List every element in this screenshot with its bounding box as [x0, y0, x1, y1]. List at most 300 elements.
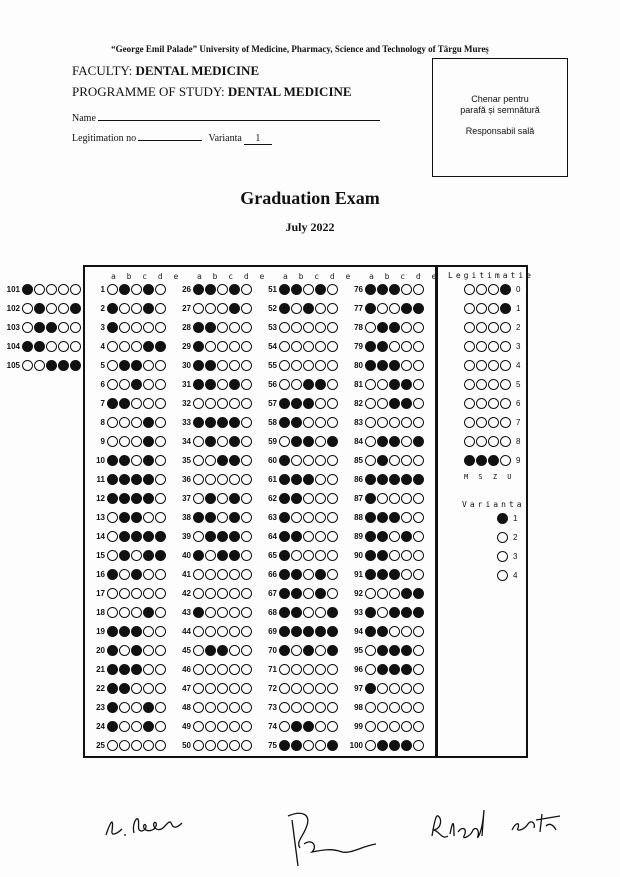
- answer-bubble[interactable]: [401, 322, 412, 333]
- legitimatie-bubble[interactable]: [488, 436, 499, 447]
- answer-bubble[interactable]: [143, 740, 154, 751]
- answer-bubble[interactable]: [143, 398, 154, 409]
- legitimatie-bubble[interactable]: [488, 303, 499, 314]
- answer-bubble[interactable]: [303, 474, 314, 485]
- answer-bubble[interactable]: [217, 303, 228, 314]
- answer-bubble[interactable]: [413, 569, 424, 580]
- legitimatie-bubble[interactable]: [500, 303, 511, 314]
- legitimatie-bubble[interactable]: [500, 379, 511, 390]
- answer-bubble[interactable]: [143, 322, 154, 333]
- answer-bubble[interactable]: [315, 512, 326, 523]
- answer-bubble[interactable]: [327, 626, 338, 637]
- answer-bubble[interactable]: [327, 645, 338, 656]
- legitimatie-bubble[interactable]: [488, 455, 499, 466]
- answer-bubble[interactable]: [389, 322, 400, 333]
- answer-bubble[interactable]: [217, 607, 228, 618]
- answer-bubble[interactable]: [303, 455, 314, 466]
- answer-bubble[interactable]: [155, 322, 166, 333]
- answer-bubble[interactable]: [34, 303, 45, 314]
- legitimatie-bubble[interactable]: [476, 284, 487, 295]
- answer-bubble[interactable]: [389, 702, 400, 713]
- answer-bubble[interactable]: [413, 493, 424, 504]
- answer-bubble[interactable]: [119, 569, 130, 580]
- answer-bubble[interactable]: [107, 455, 118, 466]
- answer-bubble[interactable]: [205, 322, 216, 333]
- answer-bubble[interactable]: [413, 702, 424, 713]
- answer-bubble[interactable]: [229, 360, 240, 371]
- answer-bubble[interactable]: [377, 550, 388, 561]
- answer-bubble[interactable]: [279, 474, 290, 485]
- answer-bubble[interactable]: [279, 379, 290, 390]
- answer-bubble[interactable]: [291, 645, 302, 656]
- answer-bubble[interactable]: [291, 455, 302, 466]
- answer-bubble[interactable]: [143, 379, 154, 390]
- answer-bubble[interactable]: [241, 493, 252, 504]
- answer-bubble[interactable]: [70, 303, 81, 314]
- answer-bubble[interactable]: [327, 284, 338, 295]
- answer-bubble[interactable]: [365, 398, 376, 409]
- answer-bubble[interactable]: [217, 398, 228, 409]
- answer-bubble[interactable]: [193, 740, 204, 751]
- answer-bubble[interactable]: [155, 588, 166, 599]
- answer-bubble[interactable]: [413, 284, 424, 295]
- answer-bubble[interactable]: [291, 379, 302, 390]
- answer-bubble[interactable]: [279, 531, 290, 542]
- answer-bubble[interactable]: [377, 417, 388, 428]
- answer-bubble[interactable]: [107, 569, 118, 580]
- answer-bubble[interactable]: [315, 417, 326, 428]
- answer-bubble[interactable]: [291, 626, 302, 637]
- answer-bubble[interactable]: [193, 531, 204, 542]
- answer-bubble[interactable]: [327, 588, 338, 599]
- answer-bubble[interactable]: [327, 455, 338, 466]
- answer-bubble[interactable]: [155, 398, 166, 409]
- answer-bubble[interactable]: [229, 474, 240, 485]
- answer-bubble[interactable]: [377, 645, 388, 656]
- answer-bubble[interactable]: [155, 607, 166, 618]
- answer-bubble[interactable]: [229, 664, 240, 675]
- answer-bubble[interactable]: [143, 531, 154, 542]
- answer-bubble[interactable]: [241, 626, 252, 637]
- answer-bubble[interactable]: [303, 607, 314, 618]
- answer-bubble[interactable]: [217, 436, 228, 447]
- answer-bubble[interactable]: [22, 284, 33, 295]
- answer-bubble[interactable]: [107, 398, 118, 409]
- answer-bubble[interactable]: [131, 531, 142, 542]
- answer-bubble[interactable]: [193, 664, 204, 675]
- answer-bubble[interactable]: [279, 645, 290, 656]
- answer-bubble[interactable]: [241, 455, 252, 466]
- answer-bubble[interactable]: [241, 664, 252, 675]
- answer-bubble[interactable]: [119, 303, 130, 314]
- answer-bubble[interactable]: [229, 626, 240, 637]
- answer-bubble[interactable]: [377, 398, 388, 409]
- answer-bubble[interactable]: [229, 569, 240, 580]
- answer-bubble[interactable]: [131, 379, 142, 390]
- answer-bubble[interactable]: [365, 721, 376, 732]
- answer-bubble[interactable]: [131, 550, 142, 561]
- answer-bubble[interactable]: [315, 531, 326, 542]
- answer-bubble[interactable]: [401, 455, 412, 466]
- legitimatie-bubble[interactable]: [476, 322, 487, 333]
- answer-bubble[interactable]: [303, 531, 314, 542]
- answer-bubble[interactable]: [279, 550, 290, 561]
- answer-bubble[interactable]: [291, 417, 302, 428]
- answer-bubble[interactable]: [327, 360, 338, 371]
- answer-bubble[interactable]: [241, 740, 252, 751]
- answer-bubble[interactable]: [143, 702, 154, 713]
- answer-bubble[interactable]: [303, 284, 314, 295]
- answer-bubble[interactable]: [205, 341, 216, 352]
- answer-bubble[interactable]: [143, 550, 154, 561]
- answer-bubble[interactable]: [22, 322, 33, 333]
- answer-bubble[interactable]: [205, 550, 216, 561]
- answer-bubble[interactable]: [205, 398, 216, 409]
- answer-bubble[interactable]: [34, 322, 45, 333]
- answer-bubble[interactable]: [377, 436, 388, 447]
- legitimatie-bubble[interactable]: [488, 341, 499, 352]
- answer-bubble[interactable]: [303, 379, 314, 390]
- answer-bubble[interactable]: [155, 455, 166, 466]
- answer-bubble[interactable]: [119, 702, 130, 713]
- answer-bubble[interactable]: [327, 474, 338, 485]
- answer-bubble[interactable]: [119, 645, 130, 656]
- answer-bubble[interactable]: [315, 398, 326, 409]
- answer-bubble[interactable]: [365, 436, 376, 447]
- legitimatie-bubble[interactable]: [500, 398, 511, 409]
- answer-bubble[interactable]: [241, 512, 252, 523]
- answer-bubble[interactable]: [241, 379, 252, 390]
- answer-bubble[interactable]: [119, 626, 130, 637]
- answer-bubble[interactable]: [413, 398, 424, 409]
- answer-bubble[interactable]: [241, 645, 252, 656]
- answer-bubble[interactable]: [315, 360, 326, 371]
- answer-bubble[interactable]: [119, 607, 130, 618]
- answer-bubble[interactable]: [401, 683, 412, 694]
- answer-bubble[interactable]: [389, 379, 400, 390]
- answer-bubble[interactable]: [241, 474, 252, 485]
- answer-bubble[interactable]: [303, 493, 314, 504]
- answer-bubble[interactable]: [155, 512, 166, 523]
- answer-bubble[interactable]: [229, 284, 240, 295]
- answer-bubble[interactable]: [58, 341, 69, 352]
- answer-bubble[interactable]: [389, 721, 400, 732]
- answer-bubble[interactable]: [377, 474, 388, 485]
- answer-bubble[interactable]: [155, 569, 166, 580]
- answer-bubble[interactable]: [34, 341, 45, 352]
- answer-bubble[interactable]: [193, 398, 204, 409]
- answer-bubble[interactable]: [303, 550, 314, 561]
- answer-bubble[interactable]: [229, 683, 240, 694]
- answer-bubble[interactable]: [377, 284, 388, 295]
- answer-bubble[interactable]: [58, 303, 69, 314]
- answer-bubble[interactable]: [58, 360, 69, 371]
- answer-bubble[interactable]: [291, 303, 302, 314]
- answer-bubble[interactable]: [303, 645, 314, 656]
- answer-bubble[interactable]: [107, 360, 118, 371]
- answer-bubble[interactable]: [119, 531, 130, 542]
- answer-bubble[interactable]: [193, 721, 204, 732]
- answer-bubble[interactable]: [401, 607, 412, 618]
- legitimatie-bubble[interactable]: [464, 379, 475, 390]
- answer-bubble[interactable]: [143, 512, 154, 523]
- answer-bubble[interactable]: [193, 550, 204, 561]
- answer-bubble[interactable]: [241, 303, 252, 314]
- answer-bubble[interactable]: [279, 588, 290, 599]
- answer-bubble[interactable]: [155, 474, 166, 485]
- answer-bubble[interactable]: [155, 284, 166, 295]
- answer-bubble[interactable]: [291, 493, 302, 504]
- answer-bubble[interactable]: [107, 550, 118, 561]
- answer-bubble[interactable]: [70, 284, 81, 295]
- answer-bubble[interactable]: [131, 493, 142, 504]
- answer-bubble[interactable]: [365, 474, 376, 485]
- answer-bubble[interactable]: [389, 531, 400, 542]
- answer-bubble[interactable]: [229, 512, 240, 523]
- answer-bubble[interactable]: [413, 683, 424, 694]
- answer-bubble[interactable]: [377, 721, 388, 732]
- answer-bubble[interactable]: [303, 417, 314, 428]
- answer-bubble[interactable]: [193, 607, 204, 618]
- answer-bubble[interactable]: [377, 531, 388, 542]
- legitimatie-bubble[interactable]: [488, 284, 499, 295]
- answer-bubble[interactable]: [389, 569, 400, 580]
- answer-bubble[interactable]: [119, 379, 130, 390]
- answer-bubble[interactable]: [205, 360, 216, 371]
- answer-bubble[interactable]: [389, 474, 400, 485]
- answer-bubble[interactable]: [315, 569, 326, 580]
- answer-bubble[interactable]: [327, 683, 338, 694]
- answer-bubble[interactable]: [46, 360, 57, 371]
- answer-bubble[interactable]: [241, 607, 252, 618]
- answer-bubble[interactable]: [143, 436, 154, 447]
- answer-bubble[interactable]: [315, 493, 326, 504]
- answer-bubble[interactable]: [155, 626, 166, 637]
- answer-bubble[interactable]: [327, 740, 338, 751]
- answer-bubble[interactable]: [241, 683, 252, 694]
- answer-bubble[interactable]: [143, 645, 154, 656]
- answer-bubble[interactable]: [119, 493, 130, 504]
- legitimatie-bubble[interactable]: [500, 284, 511, 295]
- answer-bubble[interactable]: [205, 284, 216, 295]
- answer-bubble[interactable]: [107, 417, 118, 428]
- answer-bubble[interactable]: [34, 360, 45, 371]
- answer-bubble[interactable]: [193, 683, 204, 694]
- answer-bubble[interactable]: [279, 683, 290, 694]
- answer-bubble[interactable]: [119, 322, 130, 333]
- answer-bubble[interactable]: [205, 531, 216, 542]
- answer-bubble[interactable]: [401, 284, 412, 295]
- answer-bubble[interactable]: [377, 683, 388, 694]
- answer-bubble[interactable]: [389, 683, 400, 694]
- answer-bubble[interactable]: [205, 569, 216, 580]
- answer-bubble[interactable]: [217, 322, 228, 333]
- legitimatie-bubble[interactable]: [464, 303, 475, 314]
- answer-bubble[interactable]: [131, 398, 142, 409]
- answer-bubble[interactable]: [291, 607, 302, 618]
- answer-bubble[interactable]: [389, 417, 400, 428]
- answer-bubble[interactable]: [119, 740, 130, 751]
- answer-bubble[interactable]: [413, 664, 424, 675]
- answer-bubble[interactable]: [217, 379, 228, 390]
- answer-bubble[interactable]: [205, 626, 216, 637]
- answer-bubble[interactable]: [413, 626, 424, 637]
- answer-bubble[interactable]: [131, 721, 142, 732]
- answer-bubble[interactable]: [389, 360, 400, 371]
- answer-bubble[interactable]: [413, 360, 424, 371]
- answer-bubble[interactable]: [279, 740, 290, 751]
- answer-bubble[interactable]: [291, 474, 302, 485]
- answer-bubble[interactable]: [365, 303, 376, 314]
- legitimation-field[interactable]: [138, 131, 202, 141]
- answer-bubble[interactable]: [365, 379, 376, 390]
- answer-bubble[interactable]: [365, 740, 376, 751]
- answer-bubble[interactable]: [131, 702, 142, 713]
- answer-bubble[interactable]: [315, 303, 326, 314]
- legitimatie-bubble[interactable]: [464, 322, 475, 333]
- answer-bubble[interactable]: [46, 322, 57, 333]
- answer-bubble[interactable]: [291, 740, 302, 751]
- answer-bubble[interactable]: [229, 550, 240, 561]
- answer-bubble[interactable]: [389, 303, 400, 314]
- answer-bubble[interactable]: [303, 341, 314, 352]
- answer-bubble[interactable]: [155, 740, 166, 751]
- answer-bubble[interactable]: [279, 569, 290, 580]
- answer-bubble[interactable]: [327, 436, 338, 447]
- answer-bubble[interactable]: [291, 436, 302, 447]
- answer-bubble[interactable]: [119, 417, 130, 428]
- answer-bubble[interactable]: [205, 588, 216, 599]
- answer-bubble[interactable]: [413, 436, 424, 447]
- answer-bubble[interactable]: [46, 341, 57, 352]
- answer-bubble[interactable]: [389, 645, 400, 656]
- answer-bubble[interactable]: [389, 455, 400, 466]
- answer-bubble[interactable]: [401, 379, 412, 390]
- varianta-bubble[interactable]: [497, 551, 508, 562]
- answer-bubble[interactable]: [143, 664, 154, 675]
- legitimatie-bubble[interactable]: [488, 360, 499, 371]
- answer-bubble[interactable]: [291, 341, 302, 352]
- answer-bubble[interactable]: [217, 626, 228, 637]
- answer-bubble[interactable]: [205, 303, 216, 314]
- answer-bubble[interactable]: [291, 360, 302, 371]
- answer-bubble[interactable]: [377, 702, 388, 713]
- answer-bubble[interactable]: [315, 284, 326, 295]
- legitimatie-bubble[interactable]: [476, 379, 487, 390]
- answer-bubble[interactable]: [131, 436, 142, 447]
- answer-bubble[interactable]: [155, 683, 166, 694]
- answer-bubble[interactable]: [205, 607, 216, 618]
- answer-bubble[interactable]: [193, 588, 204, 599]
- legitimatie-bubble[interactable]: [464, 341, 475, 352]
- answer-bubble[interactable]: [279, 284, 290, 295]
- answer-bubble[interactable]: [413, 303, 424, 314]
- legitimatie-bubble[interactable]: [476, 398, 487, 409]
- answer-bubble[interactable]: [229, 341, 240, 352]
- answer-bubble[interactable]: [365, 664, 376, 675]
- answer-bubble[interactable]: [205, 683, 216, 694]
- answer-bubble[interactable]: [241, 322, 252, 333]
- answer-bubble[interactable]: [377, 322, 388, 333]
- answer-bubble[interactable]: [131, 284, 142, 295]
- name-field[interactable]: [98, 111, 380, 121]
- answer-bubble[interactable]: [389, 626, 400, 637]
- answer-bubble[interactable]: [217, 645, 228, 656]
- answer-bubble[interactable]: [131, 645, 142, 656]
- answer-bubble[interactable]: [107, 607, 118, 618]
- answer-bubble[interactable]: [217, 455, 228, 466]
- answer-bubble[interactable]: [119, 512, 130, 523]
- answer-bubble[interactable]: [377, 493, 388, 504]
- answer-bubble[interactable]: [119, 436, 130, 447]
- answer-bubble[interactable]: [315, 379, 326, 390]
- answer-bubble[interactable]: [155, 303, 166, 314]
- answer-bubble[interactable]: [401, 474, 412, 485]
- answer-bubble[interactable]: [365, 341, 376, 352]
- answer-bubble[interactable]: [205, 740, 216, 751]
- answer-bubble[interactable]: [389, 436, 400, 447]
- answer-bubble[interactable]: [303, 626, 314, 637]
- answer-bubble[interactable]: [365, 626, 376, 637]
- answer-bubble[interactable]: [389, 664, 400, 675]
- answer-bubble[interactable]: [241, 360, 252, 371]
- answer-bubble[interactable]: [413, 417, 424, 428]
- legitimatie-bubble[interactable]: [500, 455, 511, 466]
- answer-bubble[interactable]: [46, 303, 57, 314]
- legitimatie-bubble[interactable]: [488, 322, 499, 333]
- answer-bubble[interactable]: [229, 531, 240, 542]
- answer-bubble[interactable]: [327, 379, 338, 390]
- legitimatie-bubble[interactable]: [500, 417, 511, 428]
- answer-bubble[interactable]: [327, 607, 338, 618]
- answer-bubble[interactable]: [389, 493, 400, 504]
- answer-bubble[interactable]: [205, 474, 216, 485]
- answer-bubble[interactable]: [131, 607, 142, 618]
- legitimatie-bubble[interactable]: [500, 341, 511, 352]
- answer-bubble[interactable]: [327, 531, 338, 542]
- legitimatie-bubble[interactable]: [464, 284, 475, 295]
- answer-bubble[interactable]: [205, 702, 216, 713]
- answer-bubble[interactable]: [327, 569, 338, 580]
- answer-bubble[interactable]: [303, 588, 314, 599]
- answer-bubble[interactable]: [315, 721, 326, 732]
- answer-bubble[interactable]: [401, 721, 412, 732]
- answer-bubble[interactable]: [229, 721, 240, 732]
- answer-bubble[interactable]: [205, 417, 216, 428]
- answer-bubble[interactable]: [22, 360, 33, 371]
- answer-bubble[interactable]: [241, 436, 252, 447]
- legitimatie-bubble[interactable]: [500, 436, 511, 447]
- varianta-bubble[interactable]: [497, 513, 508, 524]
- answer-bubble[interactable]: [193, 645, 204, 656]
- answer-bubble[interactable]: [107, 474, 118, 485]
- answer-bubble[interactable]: [107, 284, 118, 295]
- answer-bubble[interactable]: [241, 284, 252, 295]
- answer-bubble[interactable]: [365, 683, 376, 694]
- answer-bubble[interactable]: [365, 531, 376, 542]
- answer-bubble[interactable]: [389, 588, 400, 599]
- answer-bubble[interactable]: [377, 379, 388, 390]
- answer-bubble[interactable]: [131, 569, 142, 580]
- answer-bubble[interactable]: [34, 284, 45, 295]
- answer-bubble[interactable]: [229, 379, 240, 390]
- answer-bubble[interactable]: [315, 341, 326, 352]
- answer-bubble[interactable]: [291, 702, 302, 713]
- answer-bubble[interactable]: [217, 588, 228, 599]
- answer-bubble[interactable]: [401, 645, 412, 656]
- answer-bubble[interactable]: [365, 702, 376, 713]
- answer-bubble[interactable]: [303, 398, 314, 409]
